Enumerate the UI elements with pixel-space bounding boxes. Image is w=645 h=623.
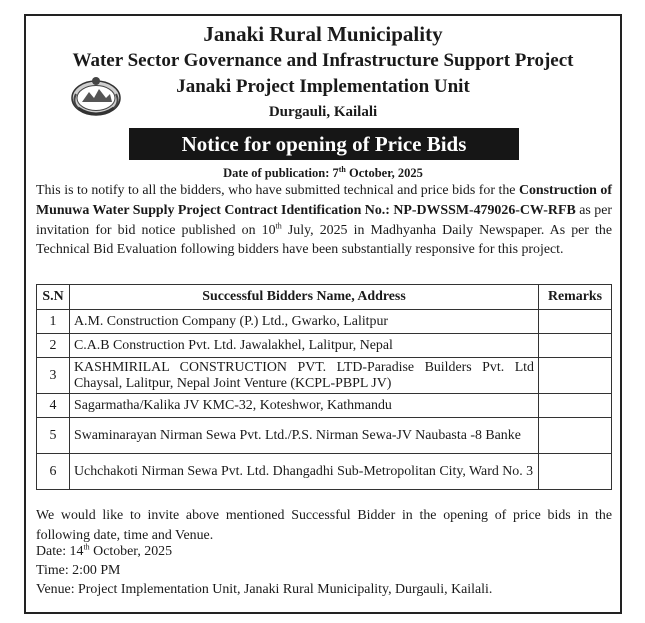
row-bidder: Uchchakoti Nirman Sewa Pvt. Ltd. Dhangadhi Sub-Metropolitan City, Ward No. 3: [70, 454, 539, 490]
invite-paragraph: We would like to invite above mentioned Successful Bidder in the opening of price bids in the following date, time and Venue.: [36, 508, 612, 543]
table-row: [37, 334, 612, 358]
header-remarks: Remarks: [539, 285, 612, 310]
row-bidder: KASHMIRILAL CONSTRUCTION PVT. LTD-Paradise Builders Pvt. Ltd Chaysal, Lalitpur, Nepal Joint Venture (KCPL-PBPL JV): [70, 358, 539, 394]
table-header-row: [37, 285, 612, 310]
opening-time: Time: 2:00 PM: [36, 563, 121, 578]
table-row: [37, 418, 612, 454]
row-sn: 5: [37, 418, 70, 454]
row-sn: 6: [37, 454, 70, 490]
row-remarks: [539, 358, 612, 394]
nepal-government-emblem-icon: [70, 72, 122, 118]
row-remarks: [539, 454, 612, 490]
table-row: [37, 310, 612, 334]
notice-frame: [24, 14, 622, 614]
row-remarks: [539, 310, 612, 334]
row-sn: 4: [37, 394, 70, 418]
row-remarks: [539, 418, 612, 454]
intro-paragraph: This is to notify to all the bidders, who have submitted technical and price bids for the Construction of Munuwa Water Supply Project Contract Identification No.: NP-DWSSM-479026-CW-RFB as per invitation for bid notice published on 10th July, 2025 in Madhyanha Daily Newspaper. As per the Technical Bid Evaluation following bidders have been substantially responsive for this project.: [36, 183, 613, 258]
row-remarks: [539, 394, 612, 418]
row-sn: 2: [37, 334, 70, 358]
row-bidder: Swaminarayan Nirman Sewa Pvt. Ltd./P.S. Nirman Sewa-JV Naubasta -8 Banke: [70, 418, 539, 454]
location-text: Durgauli, Kailali: [268, 104, 378, 120]
table-row: [37, 454, 612, 490]
row-sn: 1: [37, 310, 70, 334]
row-sn: 3: [37, 358, 70, 394]
publication-date: Date of publication: 7th October, 2025: [223, 164, 423, 180]
opening-venue: Venue: Project Implementation Unit, Janaki Rural Municipality, Durgauli, Kailali.: [36, 582, 493, 597]
notice-banner: Notice for opening of Price Bids: [129, 128, 519, 160]
header-name: Successful Bidders Name, Address: [70, 285, 539, 310]
row-remarks: [539, 334, 612, 358]
unit-title: Janaki Project Implementation Unit: [176, 76, 470, 97]
project-title: Water Sector Governance and Infrastructure Support Project: [72, 50, 574, 71]
row-bidder: A.M. Construction Company (P.) Ltd., Gwarko, Lalitpur: [70, 310, 539, 334]
row-bidder: C.A.B Construction Pvt. Ltd. Jawalakhel, Lalitpur, Nepal: [70, 334, 539, 358]
contract-identification: Construction of Munuwa Water Supply Project Contract Identification No.: NP-DWSSM-479026-CW-RFB: [36, 183, 612, 218]
bidders-table: [36, 284, 612, 490]
row-bidder: Sagarmatha/Kalika JV KMC-32, Koteshwor, Kathmandu: [70, 394, 539, 418]
header-sn: S.N: [37, 285, 70, 310]
table-row: [37, 358, 612, 394]
table-row: [37, 394, 612, 418]
opening-date: Date: 14th October, 2025: [36, 542, 173, 559]
municipality-title: Janaki Rural Municipality: [203, 22, 443, 46]
